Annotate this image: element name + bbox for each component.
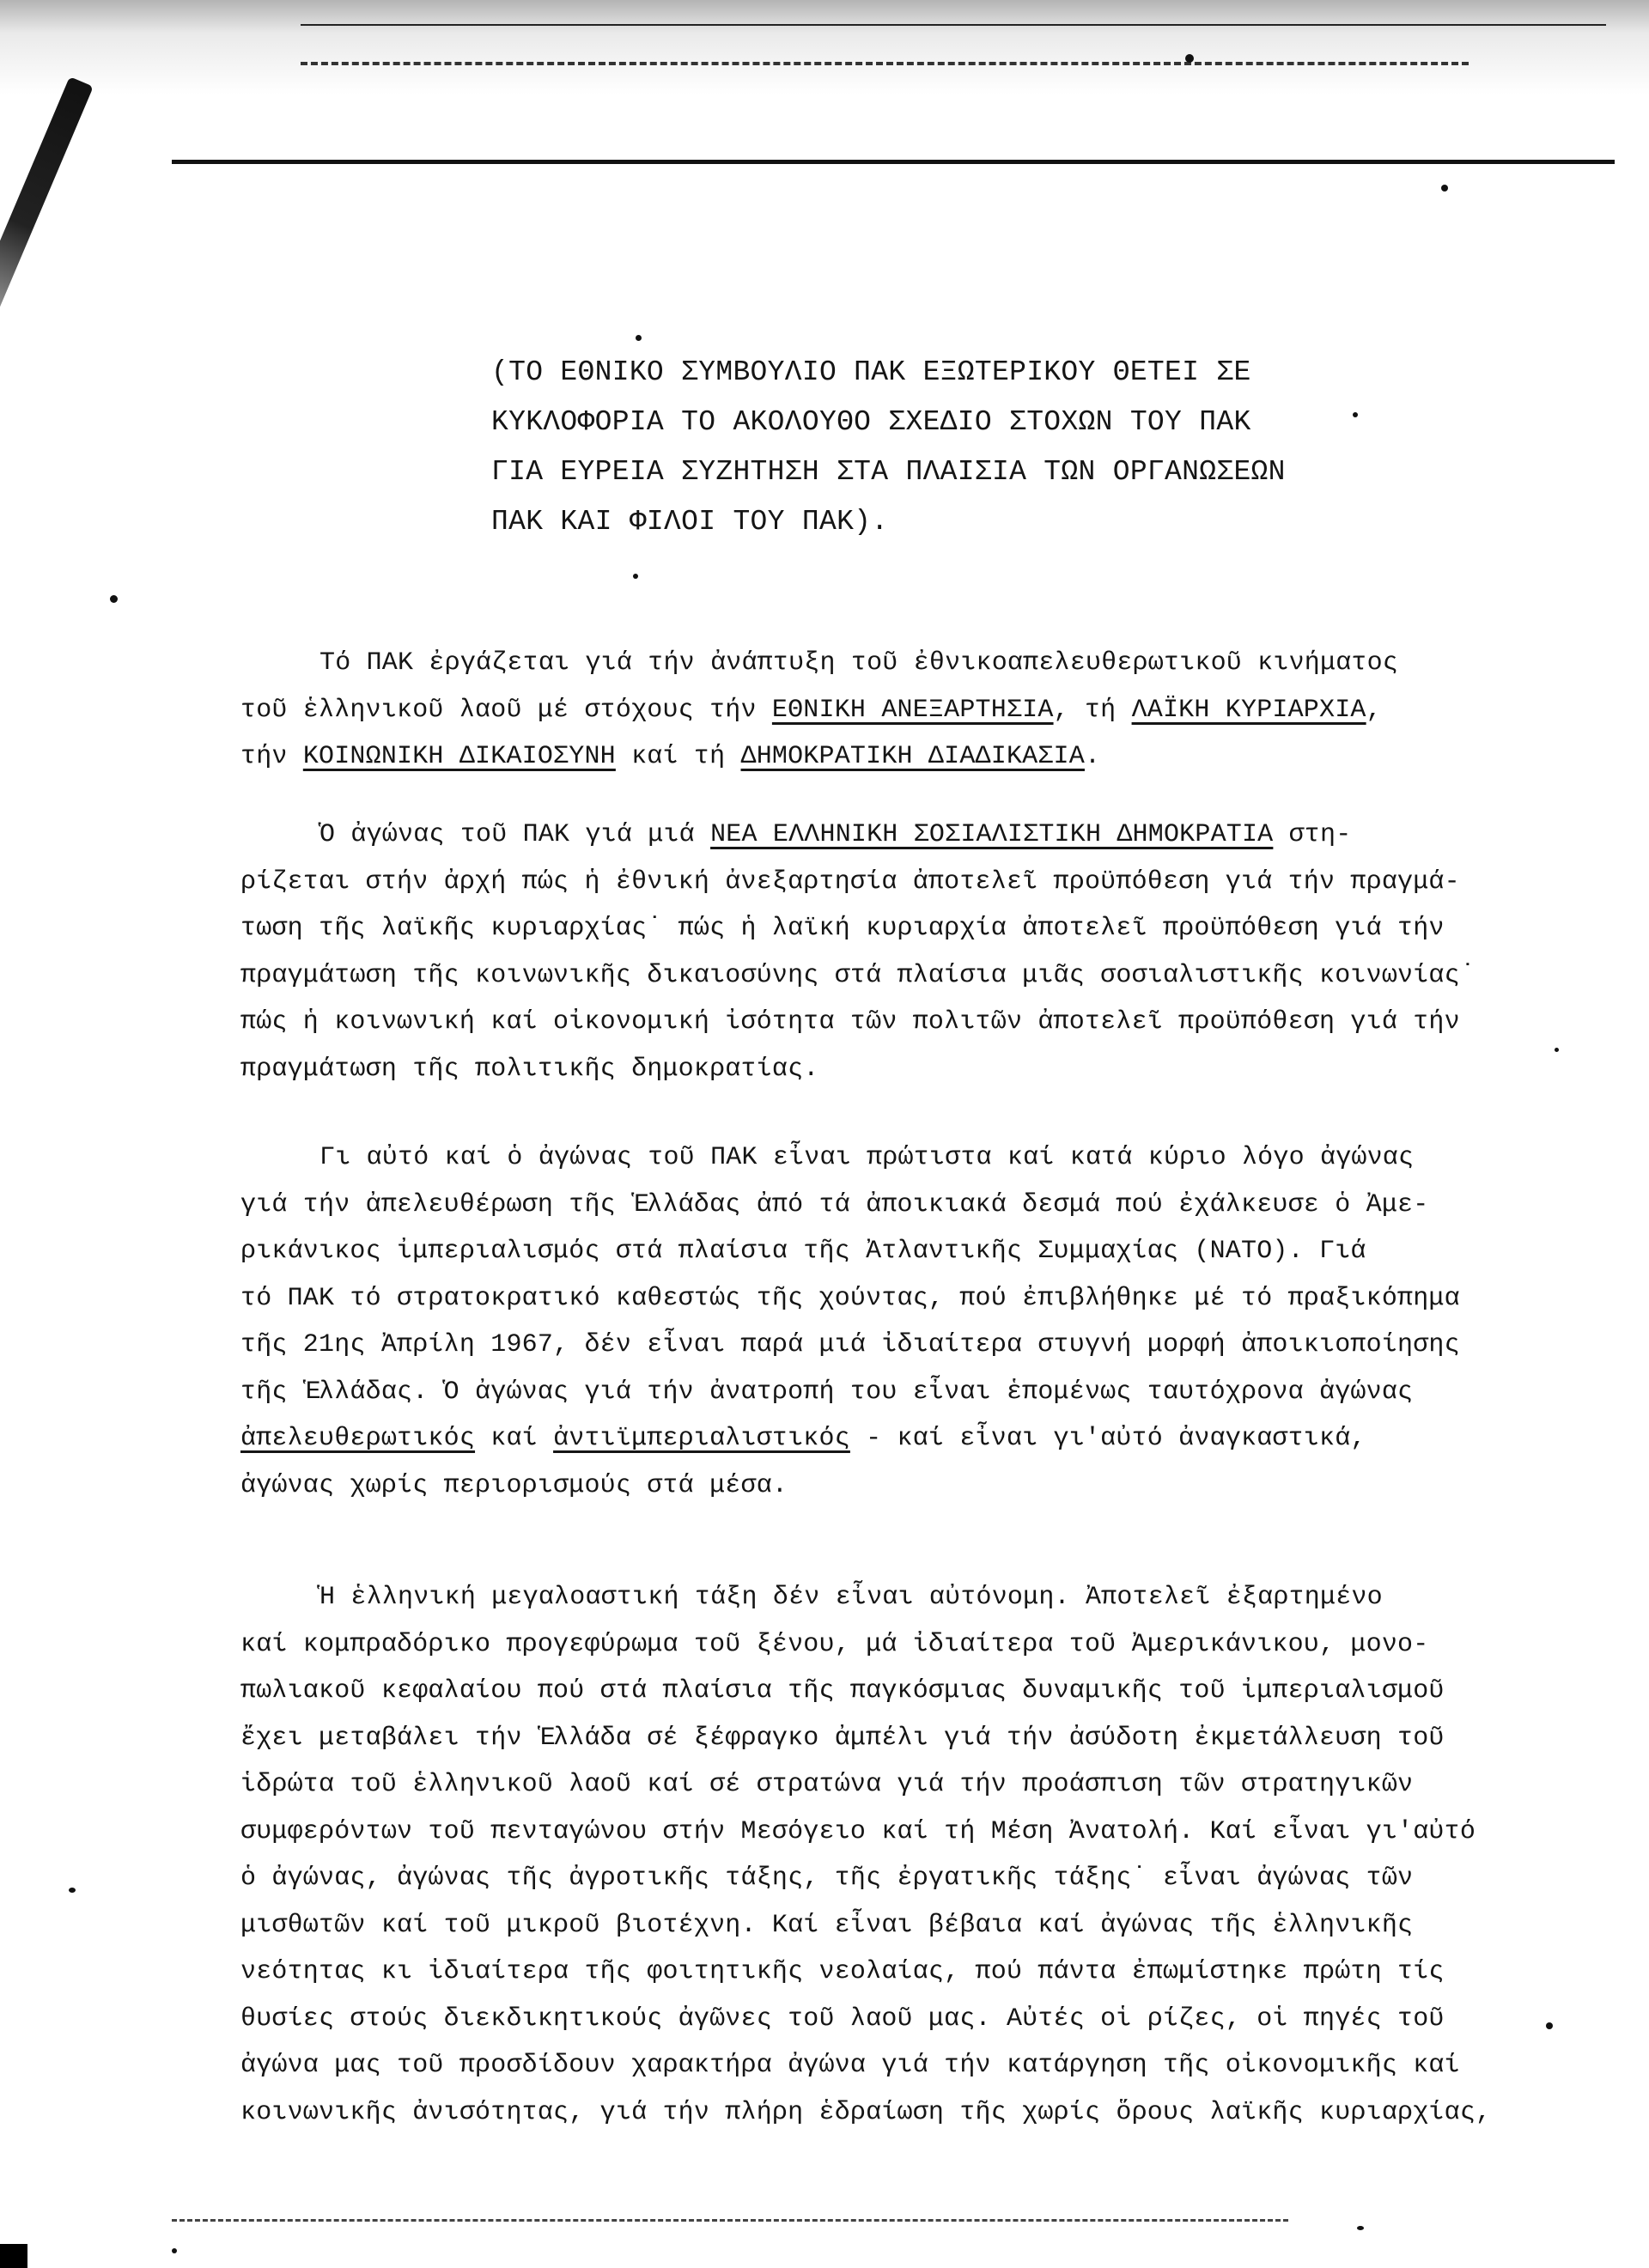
paragraph-goals: [240, 640, 1580, 781]
text-line: ὁ ἀγώνας, ἀγώνας τῆς ἀγροτικῆς τάξης, τῆς ἐργατικῆς τάξης˙ εἶναι ἀγώνας τῶν: [240, 1864, 1414, 1893]
note-line: ΠΑΚ ΚΑΙ ΦΙΛΟΙ ΤΟΥ ΠΑΚ).: [491, 506, 889, 538]
text-line: μισθωτῶν καί τοῦ μικροῦ βιοτέχνη. Καί εἶναι βέβαια καί ἀγώνας τῆς ἑλληνικῆς: [240, 1910, 1414, 1940]
text-line: πραγμάτωση τῆς κοινωνικῆς δικαιοσύνης στά πλαίσια μιᾶς σοσιαλιστικῆς κοινωνίας˙: [240, 960, 1476, 990]
text-run: - καί εἶναι γι'αὐτό ἀναγκαστικά,: [849, 1424, 1366, 1453]
underlined-term: ΝΕΑ ΕΛΛΗΝΙΚΗ ΣΟΣΙΑΛΙΣΤΙΚΗ ΔΗΜΟΚΡΑΤΙΑ: [710, 820, 1274, 849]
text-run: .: [1084, 742, 1101, 771]
text-line: νεότητας κι ἰδιαίτερα τῆς φοιτητικῆς νεολαίας, πού πάντα ἐπωμίστηκε πρώτη τίς: [240, 1957, 1445, 1986]
scan-speck: [1357, 2226, 1364, 2230]
note-line: (ΤΟ ΕΘΝΙΚΟ ΣΥΜΒΟΥΛΙΟ ΠΑΚ ΕΞΩΤΕΡΙΚΟΥ ΘΕΤΕΙ ΣΕ: [491, 356, 1251, 388]
text-line: Γι αὐτό καί ὁ ἀγώνας τοῦ ΠΑΚ εἶναι πρώτιστα καί κατά κύριο λόγο ἀγώνας: [319, 1143, 1415, 1172]
text-line: ἀγώνα μας τοῦ προσδίδουν χαρακτήρα ἀγώνα γιά τήν κατάργηση τῆς οἰκονομικῆς καί: [240, 2051, 1460, 2080]
text-line: ἀγώνας χωρίς περιορισμούς στά μέσα.: [240, 1470, 788, 1500]
text-line: τό ΠΑΚ τό στρατοκρατικό καθεστώς τῆς χούντας, πού ἐπιβλήθηκε μέ τό πραξικόπημα: [240, 1283, 1460, 1313]
scan-speck: [172, 2248, 177, 2253]
text-run: ,: [1366, 695, 1382, 725]
scan-speck: [69, 1888, 76, 1893]
text-run: καί: [475, 1424, 554, 1453]
text-line: [240, 733, 1580, 781]
underlined-term: ΕΘΝΙΚΗ ΑΝΕΞΑΡΤΗΣΙΑ: [771, 695, 1054, 725]
text-line: γιά τήν ἀπελευθέρωση τῆς Ἑλλάδας ἀπό τά ἀποικιακά δεσμά πού ἐχάλκευσε ὁ Ἀμε-: [240, 1189, 1429, 1219]
scan-shadow-top: [0, 0, 1649, 94]
bottom-dashed-line: [172, 2219, 1288, 2222]
text-line: Τό ΠΑΚ ἐργάζεται γιά τήν ἀνάπτυξη τοῦ ἐθνικοαπελευθερωτικοῦ κινήματος: [319, 648, 1399, 678]
underlined-term: ΚΟΙΝΩΝΙΚΗ ΔΙΚΑΙΟΣΥΝΗ: [302, 742, 616, 771]
text-line: συμφερόντων τοῦ πενταγώνου στήν Μεσόγειο καί τή Μέση Ἀνατολή. Καί εἶναι γι'αὐτό: [240, 1816, 1476, 1846]
text-line: ἔχει μεταβάλει τήν Ἑλλάδα σέ ξέφραγκο ἀμπέλι γιά τήν ἀσύδοτη ἐκμετάλλευση τοῦ: [240, 1723, 1445, 1753]
text-line: τωση τῆς λαϊκῆς κυριαρχίας˙ πώς ἡ λαϊκή κυριαρχία ἀποτελεῖ προϋπόθεση γιά τήν: [240, 914, 1445, 943]
scan-speck: [636, 335, 642, 341]
scan-speck: [1185, 54, 1194, 63]
text-line: θυσίες στούς διεκδικητικούς ἀγῶνες τοῦ λαοῦ μας. Αὐτές οἱ ρίζες, οἱ πηγές τοῦ: [240, 2004, 1445, 2034]
underlined-term: ΛΑΪΚΗ ΚΥΡΙΑΡΧΙΑ: [1131, 695, 1366, 725]
text-line: καί κομπραδόρικο προγεφύρωμα τοῦ ξένου, μά ἰδιαίτερα τοῦ Ἀμερικάνικου, μονο-: [240, 1629, 1429, 1659]
scan-corner-shadow: [0, 2244, 27, 2268]
pen-slash-mark: [0, 76, 94, 324]
text-run: , τή: [1053, 695, 1132, 725]
text-run: Ὁ ἀγώνας τοῦ ΠΑΚ γιά μιά: [319, 820, 711, 849]
text-line: ἱδρώτα τοῦ ἑλληνικοῦ λαοῦ καί σέ στρατώνα γιά τήν προάσπιση τῶν στρατηγικῶν: [240, 1770, 1414, 1799]
circulation-note: [491, 348, 1367, 547]
text-line: πωλιακοῦ κεφαλαίου πού στά πλαίσια τῆς παγκόσμιας δυναμικῆς τοῦ ἰμπεριαλισμοῦ: [240, 1676, 1445, 1706]
paragraph-democracy: [240, 812, 1580, 1092]
header-rule-line: [172, 160, 1615, 164]
text-run: τήν: [240, 742, 303, 771]
paragraph-class-struggle: [240, 1574, 1580, 2136]
paragraph-liberation: [240, 1134, 1580, 1509]
text-run: στη-: [1273, 820, 1352, 849]
underlined-term: ΔΗΜΟΚΡΑΤΙΚΗ ΔΙΑΔΙΚΑΣΙΑ: [740, 742, 1085, 771]
text-line: ρικάνικος ἰμπεριαλισμός στά πλαίσια τῆς Ἀτλαντικῆς Συμμαχίας (ΝΑΤΟ). Γιά: [240, 1237, 1366, 1266]
scan-speck: [1441, 185, 1448, 192]
text-line: τῆς 21ης Ἀπρίλη 1967, δέν εἶναι παρά μιά ἰδιαίτερα στυγνή μορφή ἀποικιοποίησης: [240, 1330, 1460, 1359]
text-line: πραγμάτωση τῆς πολιτικῆς δημοκρατίας.: [240, 1054, 819, 1084]
text-line: [240, 812, 1580, 859]
text-run: καί τή: [615, 742, 741, 771]
text-line: ρίζεται στήν ἀρχή πώς ἡ ἐθνική ἀνεξαρτησία ἀποτελεῖ προϋπόθεση γιά τήν πραγμά-: [240, 866, 1460, 897]
text-line: [240, 687, 1580, 734]
note-line: ΚΥΚΛΟΦΟΡΙΑ ΤΟ ΑΚΟΛΟΥΘΟ ΣΧΕΔΙΟ ΣΤΟΧΩΝ ΤΟΥ ΠΑΚ: [491, 406, 1251, 438]
dashed-rule-line: [301, 62, 1469, 65]
top-rule-line: [301, 24, 1606, 26]
text-line: [240, 1415, 1580, 1462]
text-line: Ἡ ἑλληνική μεγαλοαστική τάξη δέν εἶναι αὐτόνομη. Ἀποτελεῖ ἐξαρτημένο: [319, 1583, 1383, 1612]
underlined-term: ἀπελευθερωτικός: [240, 1424, 476, 1453]
scan-speck: [110, 595, 118, 603]
note-line: ΓΙΑ ΕΥΡΕΙΑ ΣΥΖΗΤΗΣΗ ΣΤΑ ΠΛΑΙΣΙΑ ΤΩΝ ΟΡΓΑΝΩΣΕΩΝ: [491, 456, 1286, 488]
text-line: κοινωνικῆς ἀνισότητας, γιά τήν πλήρη ἑδραίωση τῆς χωρίς ὅρους λαϊκῆς κυριαρχίας,: [240, 2097, 1492, 2127]
underlined-term: ἀντιϊμπεριαλιστικός: [553, 1424, 850, 1453]
text-line: πώς ἡ κοινωνική καί οἰκονομική ἰσότητα τῶν πολιτῶν ἀποτελεῖ προϋπόθεση γιά τήν: [240, 1007, 1460, 1037]
text-line: τῆς Ἑλλάδας. Ὁ ἀγώνας γιά τήν ἀνατροπή του εἶναι ἑπομένως ταυτόχρονα ἀγώνας: [240, 1377, 1414, 1407]
scan-speck: [633, 574, 638, 579]
text-run: τοῦ ἑλληνικοῦ λαοῦ μέ στόχους τήν: [240, 695, 772, 725]
